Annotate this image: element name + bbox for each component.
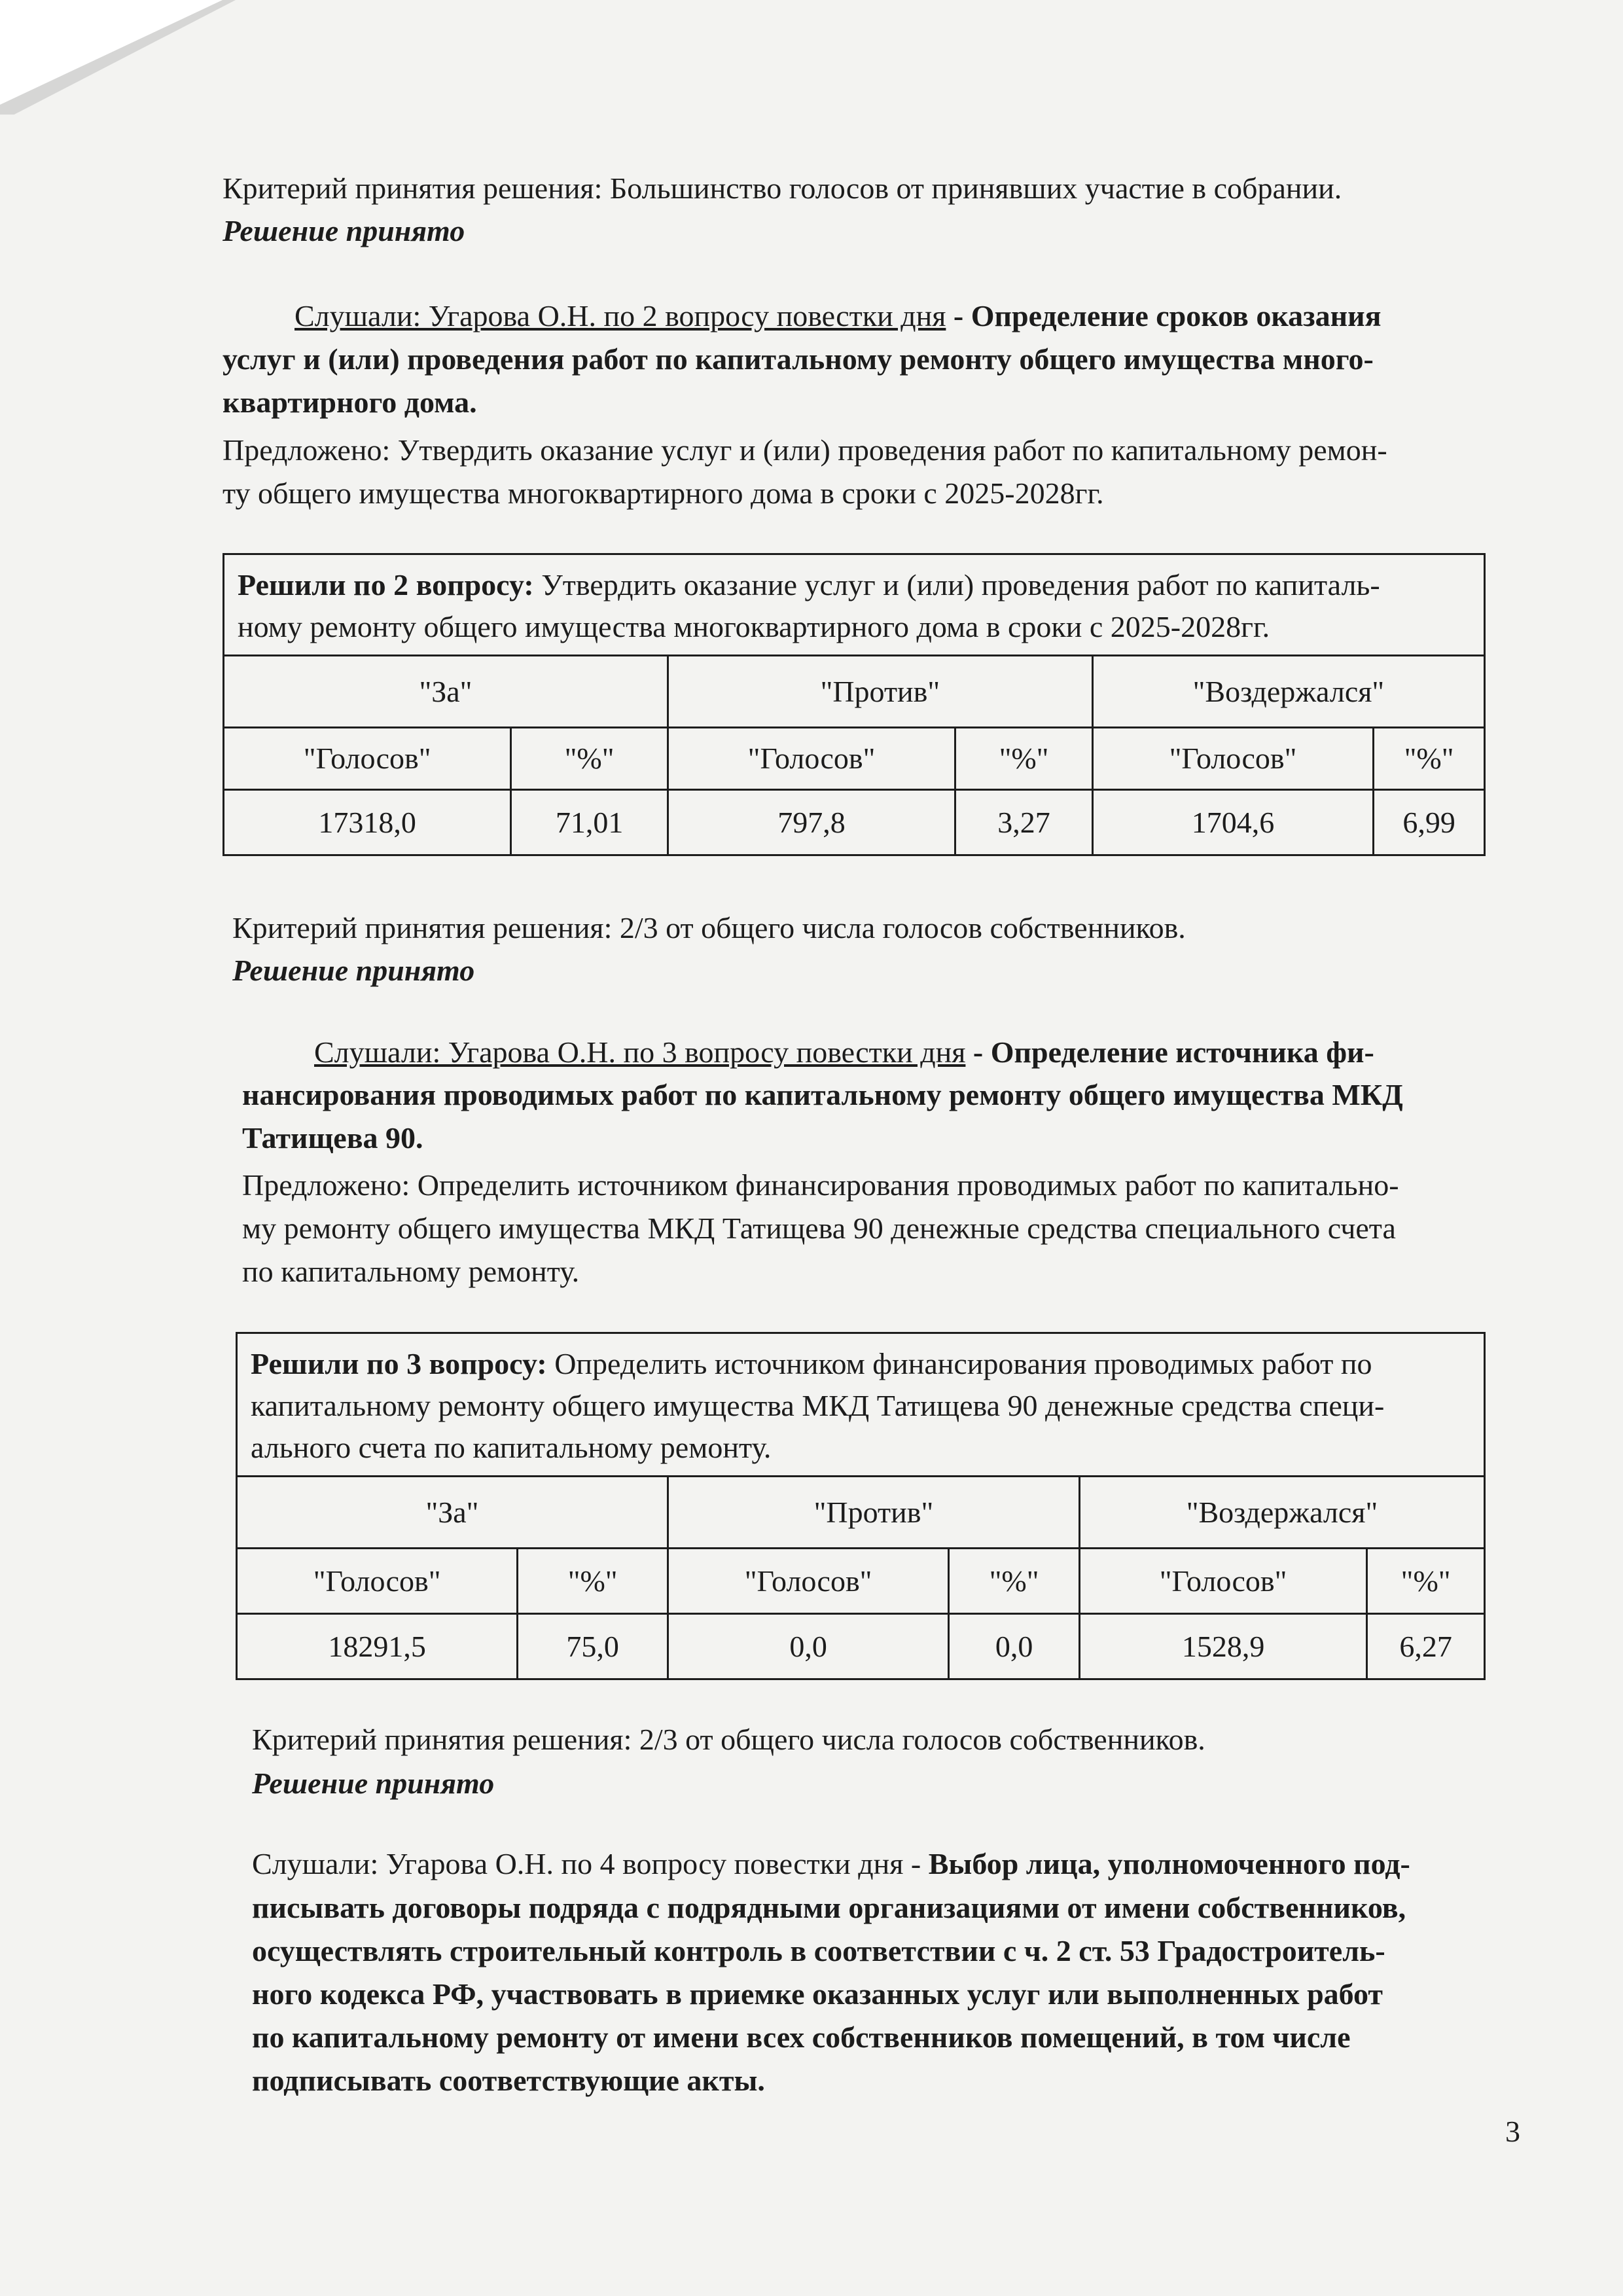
- q4-heard-line: [252, 1842, 1410, 1886]
- q2-sub-for-pct: "%": [511, 728, 668, 790]
- q2-dash: -: [946, 299, 971, 332]
- q3-resolved-text-line3: ального счета по капитальному ремонту.: [251, 1431, 772, 1464]
- q3-against-votes: 0,0: [668, 1614, 948, 1679]
- q3-resolved-text-line1: Определить источником финансирования проводимых работ по: [546, 1347, 1372, 1380]
- q2-resolution-cell: [224, 554, 1485, 656]
- q2-resolved-text-line2: ному ремонту общего имущества многоквартирного дома в сроки с 2025-2028гг.: [238, 610, 1270, 643]
- q2-sub-for-votes: "Голосов": [224, 728, 511, 790]
- page-number: 3: [1505, 2115, 1520, 2148]
- q2-sub-abstain-pct: "%": [1374, 728, 1485, 790]
- q3-resolved-label: Решили по 3 вопросу:: [251, 1347, 547, 1380]
- q3-topic-line2: нансирования проводимых работ по капитальному ремонту общего имущества МКД: [242, 1078, 1403, 1111]
- q4-topic-line2: писывать договоры подряда с подрядными организациями от имени собственников,: [252, 1891, 1406, 1924]
- q3-for-pct: 75,0: [518, 1614, 668, 1679]
- q2-head-for: "За": [224, 656, 668, 728]
- q2-for-votes: 17318,0: [224, 790, 511, 855]
- q2-for-pct: 71,01: [511, 790, 668, 855]
- q2-heard-line: [294, 295, 1505, 338]
- q3-resolution-cell: [237, 1333, 1485, 1477]
- q3-sub-against-pct: "%": [949, 1549, 1080, 1614]
- q3-topic-line3: Татищева 90.: [242, 1121, 423, 1155]
- q2-head-against: "Против": [668, 656, 1092, 728]
- q3-proposed-line3: по капитальному ремонту.: [242, 1255, 580, 1288]
- q1-decision: Решение принято: [223, 214, 465, 247]
- q2-topic-line1: Определение сроков оказания: [971, 299, 1382, 332]
- q3-criterion: Критерий принятия решения: 2/3 от общего числа голосов собственников.: [252, 1723, 1205, 1756]
- q2-sub-against-votes: "Голосов": [668, 728, 955, 790]
- q2-sub-abstain-votes: "Голосов": [1092, 728, 1373, 790]
- q2-proposed-line2: ту общего имущества многоквартирного дома в сроки с 2025-2028гг.: [223, 476, 1104, 510]
- q2-against-pct: 3,27: [955, 790, 1093, 855]
- q4-heard-prefix: Слушали: Угарова О.Н. по 4 вопросу повестки дня -: [252, 1847, 929, 1880]
- q2-resolved-label: Решили по 2 вопросу:: [238, 568, 534, 601]
- q3-topic-line1: Определение источника фи-: [990, 1035, 1374, 1069]
- q2-heard-prefix: Слушали: Угарова О.Н. по 2 вопросу повестки дня: [294, 299, 946, 332]
- q4-topic-line1: Выбор лица, уполномоченного под-: [928, 1847, 1410, 1880]
- q3-decision: Решение принято: [252, 1767, 495, 1800]
- q2-vote-table: [223, 553, 1486, 856]
- q3-abstain-pct: 6,27: [1367, 1614, 1485, 1679]
- q2-topic-line2: услуг и (или) проведения работ по капитальному ремонту общего имущества много-: [223, 342, 1374, 376]
- folded-corner: [0, 0, 223, 105]
- q2-resolved-text-line1: Утвердить оказание услуг и (или) проведения работ по капиталь-: [533, 568, 1380, 601]
- q3-proposed-line1: Предложено: Определить источником финансирования проводимых работ по капитально-: [242, 1168, 1399, 1202]
- q3-sub-abstain-votes: "Голосов": [1079, 1549, 1366, 1614]
- q2-head-abstain: "Воздержался": [1092, 656, 1484, 728]
- q2-proposed-line1: Предложено: Утвердить оказание услуг и (или) проведения работ по капитальному ремон-: [223, 433, 1387, 467]
- q3-heard-prefix: Слушали: Угарова О.Н. по 3 вопросу повестки дня: [314, 1035, 966, 1069]
- q3-dash: -: [965, 1035, 991, 1069]
- q3-head-abstain: "Воздержался": [1079, 1477, 1484, 1549]
- q4-topic-line3: осуществлять строительный контроль в соответствии с ч. 2 ст. 53 Градостроитель-: [252, 1934, 1385, 1967]
- q3-sub-against-votes: "Голосов": [668, 1549, 948, 1614]
- q3-head-for: "За": [237, 1477, 668, 1549]
- q2-against-votes: 797,8: [668, 790, 955, 855]
- q4-topic-line5: по капитальному ремонту от имени всех собственников помещений, в том числе: [252, 2020, 1351, 2054]
- q2-criterion: Критерий принятия решения: 2/3 от общего числа голосов собственников.: [232, 911, 1186, 944]
- q2-abstain-votes: 1704,6: [1092, 790, 1373, 855]
- q3-against-pct: 0,0: [949, 1614, 1080, 1679]
- q2-abstain-pct: 6,99: [1374, 790, 1485, 855]
- q2-sub-against-pct: "%": [955, 728, 1093, 790]
- q2-topic-line3: квартирного дома.: [223, 386, 477, 419]
- q1-criterion: Критерий принятия решения: Большинство голосов от принявших участие в собрании.: [223, 171, 1342, 205]
- q3-abstain-votes: 1528,9: [1079, 1614, 1366, 1679]
- q2-decision: Решение принято: [232, 954, 475, 987]
- q3-vote-table: [236, 1332, 1486, 1680]
- q3-sub-for-votes: "Голосов": [237, 1549, 518, 1614]
- q3-heard-line: [314, 1031, 1512, 1074]
- q3-for-votes: 18291,5: [237, 1614, 518, 1679]
- q4-topic-line4: ного кодекса РФ, участвовать в приемке оказанных услуг или выполненных работ: [252, 1977, 1383, 2011]
- q3-sub-for-pct: "%": [518, 1549, 668, 1614]
- q3-resolved-text-line2: капитальному ремонту общего имущества МКД Татищева 90 денежные средства специ-: [251, 1389, 1385, 1422]
- q4-topic-line6: подписывать соответствующие акты.: [252, 2064, 765, 2097]
- q3-head-against: "Против": [668, 1477, 1079, 1549]
- q3-proposed-line2: му ремонту общего имущества МКД Татищева 90 денежные средства специального счета: [242, 1211, 1396, 1245]
- q3-sub-abstain-pct: "%": [1367, 1549, 1485, 1614]
